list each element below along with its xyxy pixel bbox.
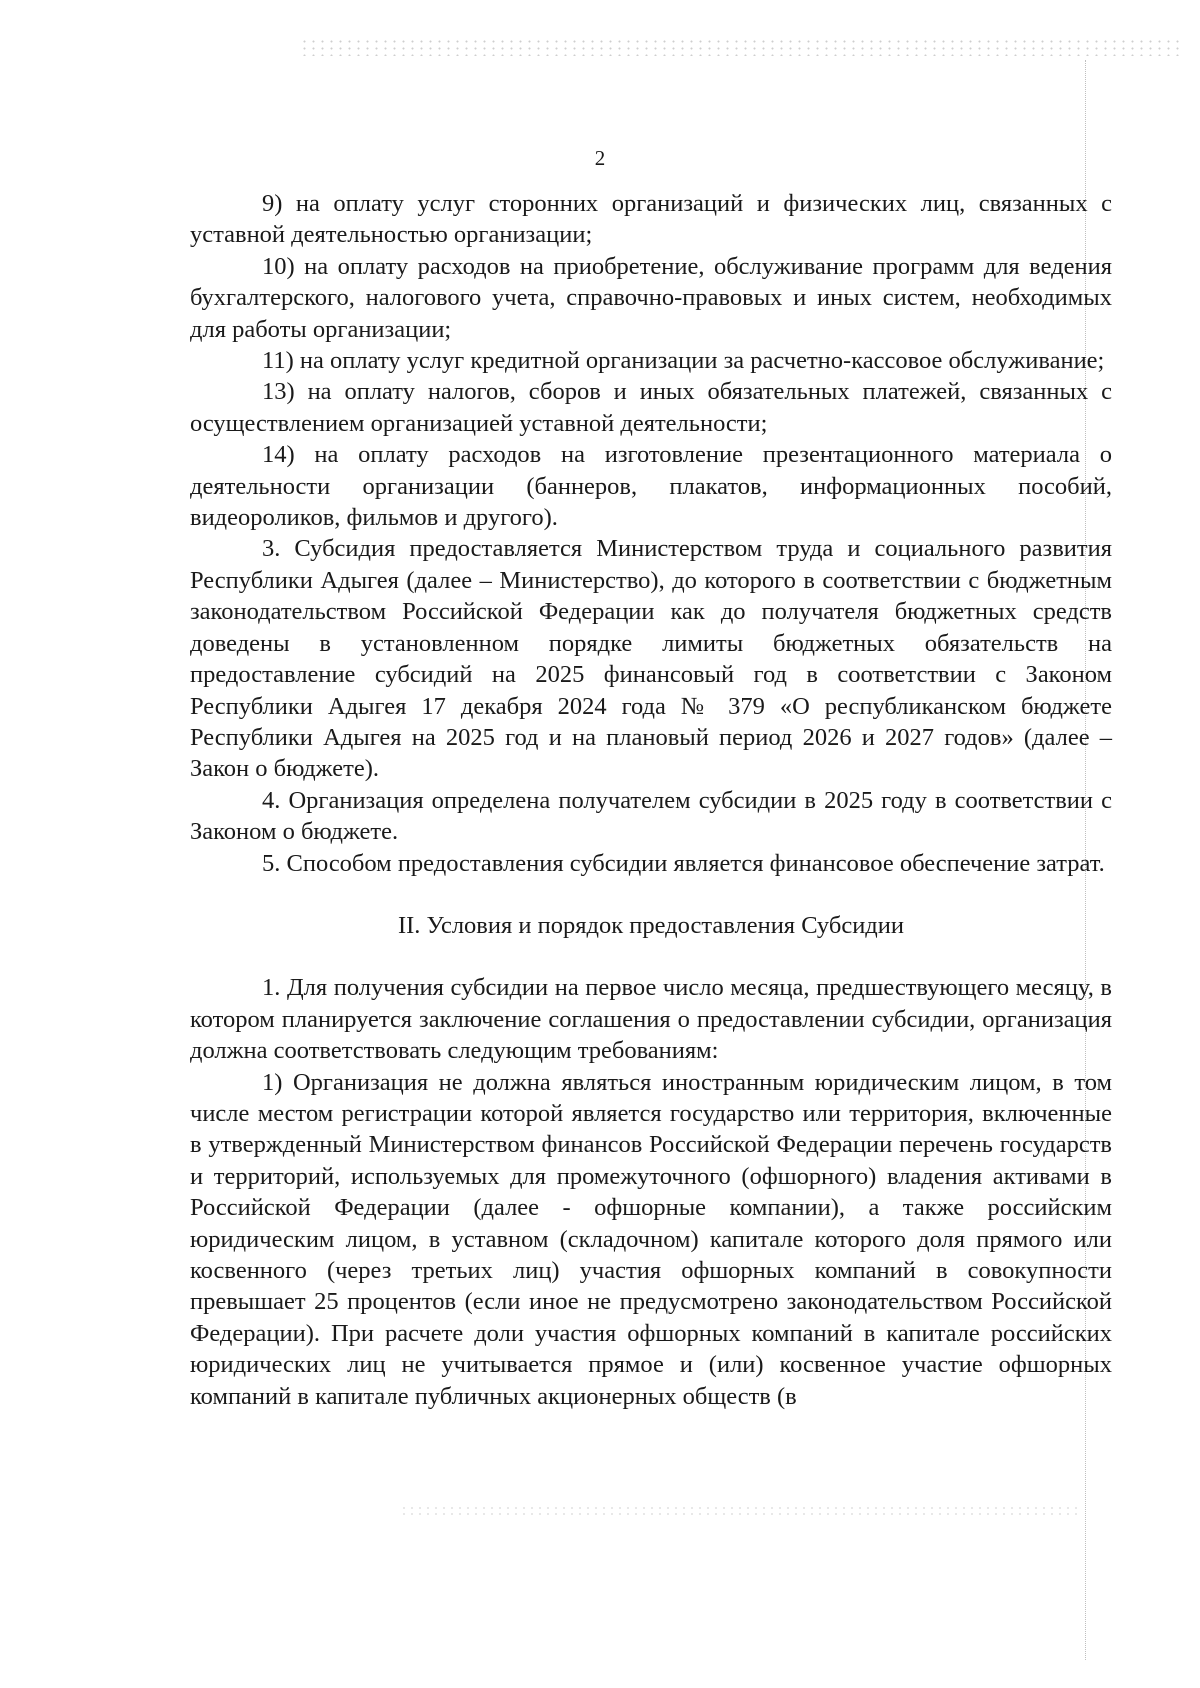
list-item-11: 11) на оплату услуг кредитной организации за расчетно-кассовое обслуживание; (262, 347, 1105, 375)
document-body (190, 188, 1112, 1412)
clause-4: 4. Организация определена получателем субсидии в 2025 году в соответствии с Законом о бюджете. (190, 786, 1112, 846)
section-2-clause-1: 1. Для получения субсидии на первое число месяца, предшествующего месяцу, в котором планируется заключение соглашения о предоставлении субсидии, организация должна соответствовать следующим требованиям: (190, 974, 1112, 1065)
clause-5: 5. Способом предоставления субсидии является финансовое обеспечение затрат. (262, 849, 1105, 877)
page-number: 2 (594, 146, 606, 170)
section-heading: II. Условия и порядок предоставления Субсидии (397, 911, 904, 939)
list-item-13: 13) на оплату налогов, сборов и иных обязательных платежей, связанных с осуществлением организацией уставной деятельности; (190, 378, 1112, 437)
list-item-10: 10) на оплату расходов на приобретение, обслуживание программ для ведения бухгалтерского, налогового учета, справочно-правовых и иных систем, необходимых для работы организации; (190, 252, 1112, 343)
list-item-9: 9) на оплату услуг сторонних организаций и физических лиц, связанных с уставной деятельностью организации; (190, 190, 1112, 249)
scan-artifact-bottom (400, 1505, 1080, 1515)
section-2-requirement-1: 1) Организация не должна являться иностранным юридическим лицом, в том числе местом регистрации которой является государство или территория, включенные в утвержденный Министерством финансов Российской Федерации перечень государств и территорий, используемых для промежуточного (офшорного) владения активами в Российской Федерации (далее - офшорные компании), а также российским юридическим лицом, в уставном (складочном) капитале которого доля прямого или косвенного (через третьих лиц) участия офшорных компаний в совокупности превышает 25 процентов (если иное не предусмотрено законодательством Российской Федерации). При расчете доли участия офшорных компаний в капитале российских юридических лиц не учитывается прямое и (или) косвенное участие офшорных компаний в капитале публичных акционерных обществ (в (190, 1068, 1112, 1410)
scan-artifact-top (300, 38, 1180, 56)
clause-3: 3. Субсидия предоставляется Министерством труда и социального развития Республики Адыгея (далее – Министерство), до которого в соответствии с бюджетным законодательством Российской Федерации как до получателя бюджетных средств доведены в установленном порядке лимиты бюджетных обязательств на предоставление субсидий на 2025 финансовый год в соответствии с Законом Республики Адыгея 17 декабря 2024 года № 379 «О республиканском бюджете Республики Адыгея на 2025 год и на плановый период 2026 и 2027 годов» (далее – Закон о бюджете). (190, 535, 1112, 783)
list-item-14: 14) на оплату расходов на изготовление презентационного материала о деятельности организации (баннеров, плакатов, информационных пособий, видеороликов, фильмов и другого). (190, 441, 1112, 532)
